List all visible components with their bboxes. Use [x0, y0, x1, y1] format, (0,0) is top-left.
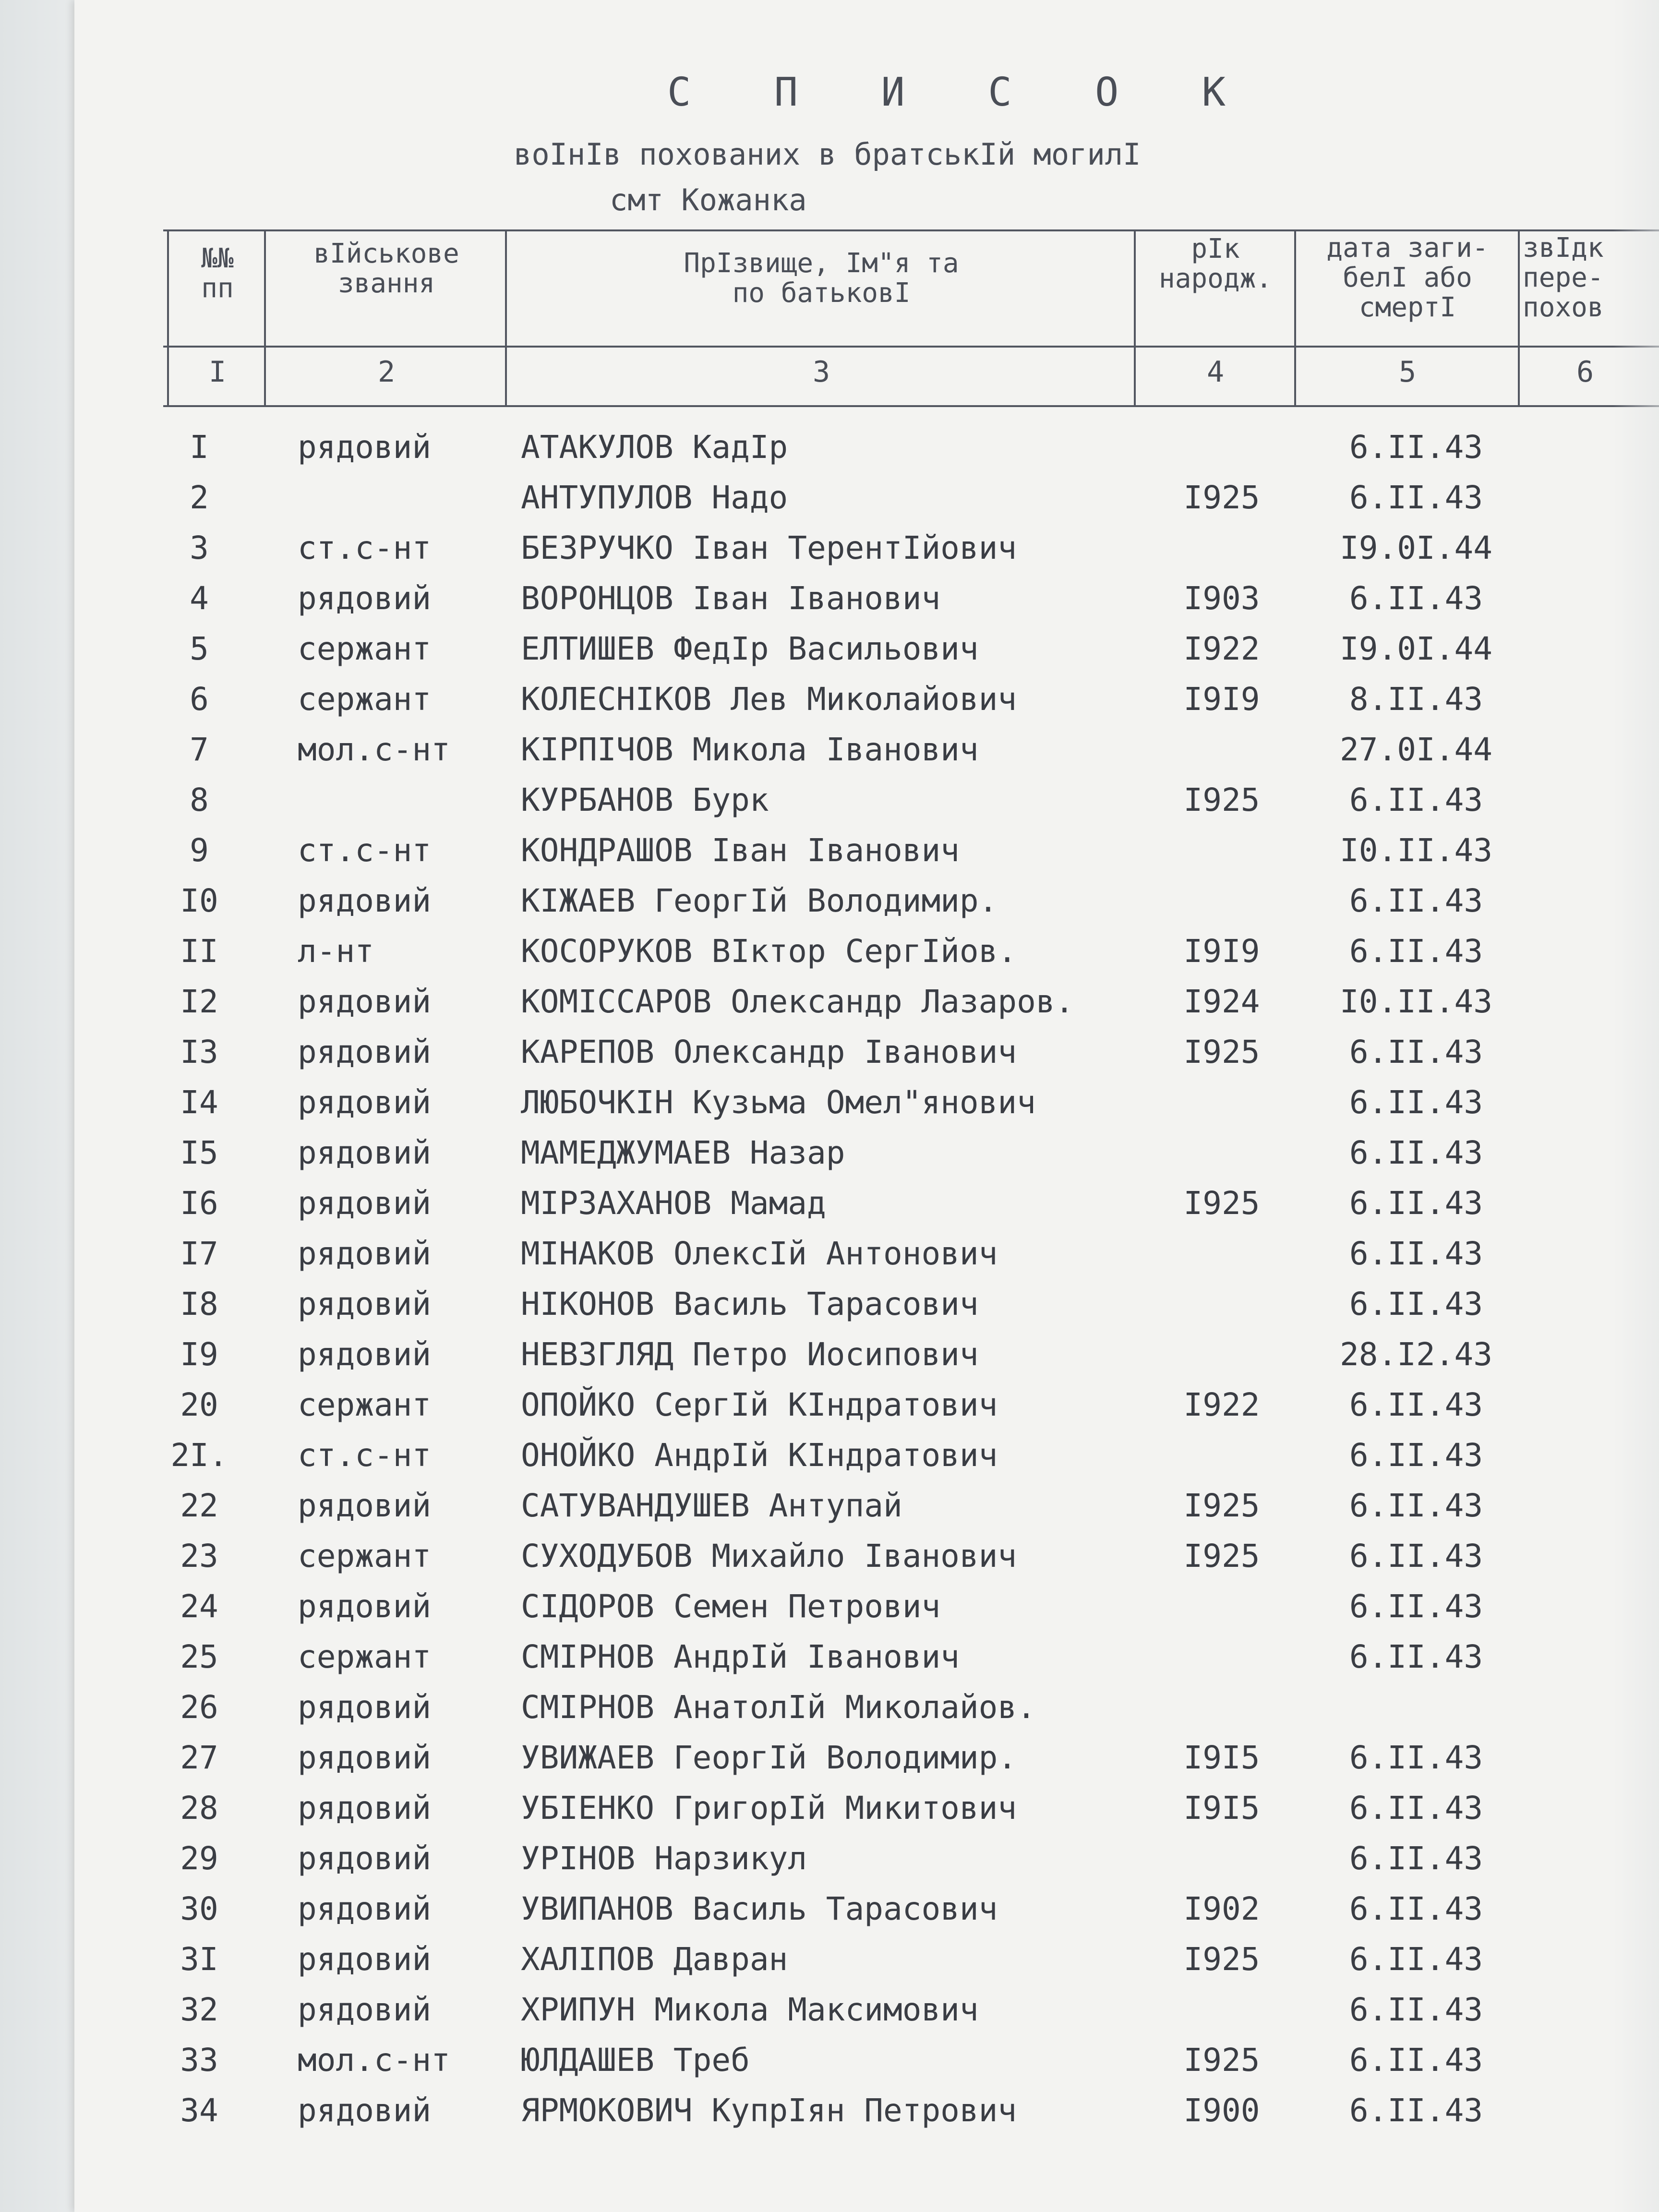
cell-num: I3 [180, 1034, 218, 1070]
column-number-1: I [208, 355, 227, 389]
table-header [163, 229, 1659, 412]
cell-name: КУРБАНОВ Бурк [521, 781, 769, 818]
cell-year: I900 [1183, 2092, 1260, 2129]
cell-name: КОМІССАРОВ Олександр Лазаров. [521, 983, 1074, 1020]
cell-num: 28 [180, 1790, 218, 1827]
cell-num: 27 [180, 1739, 218, 1776]
cell-year: I903 [1183, 580, 1260, 617]
cell-date: 6.II.43 [1349, 580, 1483, 617]
cell-num: I9 [180, 1336, 218, 1373]
table-row [0, 1834, 1659, 1884]
cell-name: АНТУПУЛОВ Надо [521, 479, 788, 516]
table-body [0, 422, 1659, 2131]
cell-rank: рядовий [298, 1991, 432, 2028]
cell-date: 6.II.43 [1349, 1739, 1483, 1776]
cell-rank: ст.с-нт [298, 832, 432, 869]
cell-date: I9.0I.44 [1340, 630, 1492, 667]
cell-name: СМІРНОВ АндрІй Іванович [521, 1638, 960, 1675]
table-row [0, 1128, 1659, 1178]
rule-mid [163, 346, 1659, 348]
cell-date: 27.0I.44 [1340, 731, 1492, 768]
cell-date: I0.II.43 [1340, 832, 1492, 869]
cell-year: I925 [1183, 479, 1260, 516]
header-name-line-2: по батьковІ [732, 277, 911, 309]
header-year [1138, 234, 1293, 294]
cell-num: 26 [180, 1689, 218, 1726]
table-row [0, 2035, 1659, 2085]
cell-num: 8 [190, 781, 209, 818]
cell-num: I0 [180, 882, 218, 919]
table-row [0, 2086, 1659, 2136]
table-row [0, 1027, 1659, 1077]
cell-date: I0.II.43 [1340, 983, 1492, 1020]
cell-name: КІЖАЕВ ГеоргІй Володимир. [521, 882, 998, 919]
column-number-2: 2 [377, 355, 396, 389]
cell-rank: сержант [298, 630, 432, 667]
cell-rank: мол.с-нт [298, 731, 450, 768]
cell-name: ЛЮБОЧКІН Кузьма Омел"янович [521, 1084, 1036, 1121]
cell-rank: рядовий [298, 1689, 432, 1726]
cell-name: ЮЛДАШЕВ Треб [521, 2042, 750, 2079]
cell-num: I7 [180, 1235, 218, 1272]
table-row [0, 826, 1659, 876]
cell-rank: мол.с-нт [298, 2042, 450, 2079]
cell-rank: рядовий [298, 1588, 432, 1625]
cell-rank: рядовий [298, 1084, 432, 1121]
table-row [0, 1178, 1659, 1228]
table-row [0, 1582, 1659, 1632]
cell-num: I4 [180, 1084, 218, 1121]
cell-year: I9I9 [1183, 681, 1260, 718]
rule-col-4 [1294, 229, 1296, 407]
column-number-6: 6 [1576, 355, 1594, 389]
cell-rank: сержант [298, 681, 432, 718]
rule-col-5 [1518, 229, 1520, 407]
table-row [0, 1733, 1659, 1783]
table-row [0, 1380, 1659, 1430]
cell-name: КАРЕПОВ Олександр Іванович [521, 1034, 1017, 1070]
header-num-line-2: пп [201, 273, 234, 304]
cell-year: I9I9 [1183, 933, 1260, 970]
cell-num: 9 [190, 832, 209, 869]
header-from-line-2: пере- [1523, 262, 1604, 293]
cell-name: УВИПАНОВ Василь Тарасович [521, 1890, 998, 1927]
cell-num: 2I. [170, 1437, 228, 1474]
cell-year: I925 [1183, 1185, 1260, 1222]
cell-num: II [180, 933, 218, 970]
cell-name: АТАКУЛОВ КадІр [521, 429, 788, 466]
rule-col-3 [1134, 229, 1136, 407]
cell-name: НЕВЗГЛЯД Петро Иосипович [521, 1336, 979, 1373]
cell-date: 6.II.43 [1349, 1134, 1483, 1171]
header-date-line-2: белІ або [1343, 262, 1472, 293]
table-row [0, 1985, 1659, 2035]
cell-date: 6.II.43 [1349, 479, 1483, 516]
header-name [510, 249, 1133, 308]
cell-name: САТУВАНДУШЕВ Антупай [521, 1487, 902, 1524]
cell-date: 6.II.43 [1349, 1991, 1483, 2028]
cell-year: I925 [1183, 2042, 1260, 2079]
cell-date: 6.II.43 [1349, 1386, 1483, 1423]
cell-num: 32 [180, 1991, 218, 2028]
cell-name: КОНДРАШОВ Іван Іванович [521, 832, 960, 869]
cell-num: 2 [190, 479, 209, 516]
cell-rank: сержант [298, 1638, 432, 1675]
cell-name: УВИЖАЕВ ГеоргІй Володимир. [521, 1739, 1017, 1776]
cell-rank: рядовий [298, 983, 432, 1020]
header-year-line-1: рІк [1191, 233, 1240, 264]
cell-rank: рядовий [298, 2092, 432, 2129]
cell-name: МІНАКОВ ОлексІй Антонович [521, 1235, 998, 1272]
cell-year: I922 [1183, 1386, 1260, 1423]
cell-name: КОЛЕСНІКОВ Лев Миколайович [521, 681, 1017, 718]
cell-date: 6.II.43 [1349, 1235, 1483, 1272]
cell-date: 6.II.43 [1349, 1487, 1483, 1524]
cell-date: 6.II.43 [1349, 1034, 1483, 1070]
table-row [0, 1431, 1659, 1480]
rule-col-left [167, 229, 169, 407]
cell-num: 29 [180, 1840, 218, 1877]
document-title: С П И С О К [667, 70, 1256, 115]
cell-num: 23 [180, 1538, 218, 1575]
column-number-4: 4 [1206, 355, 1225, 389]
table-row [0, 926, 1659, 976]
cell-year: I9I5 [1183, 1790, 1260, 1827]
table-row [0, 977, 1659, 1027]
table-row [0, 574, 1659, 624]
cell-date: 6.II.43 [1349, 2092, 1483, 2129]
cell-rank: рядовий [298, 1034, 432, 1070]
header-rank-line-2: звання [337, 268, 435, 299]
cell-name: МАМЕДЖУМАЕВ Назар [521, 1134, 845, 1171]
cell-rank: рядовий [298, 1286, 432, 1322]
cell-rank: рядовий [298, 1336, 432, 1373]
cell-name: ХАЛІПОВ Давран [521, 1941, 788, 1978]
rule-col-1 [264, 229, 266, 407]
cell-date: 6.II.43 [1349, 1588, 1483, 1625]
table-row [0, 1884, 1659, 1934]
header-date-line-1: дата заги- [1326, 232, 1489, 264]
cell-rank: сержант [298, 1538, 432, 1575]
table-row [0, 725, 1659, 775]
cell-date: 6.II.43 [1349, 429, 1483, 466]
cell-name: ОНОЙКО АндрІй КІндратович [521, 1437, 998, 1474]
header-year-line-2: народж. [1158, 263, 1272, 294]
document-place: смт Кожанка [610, 182, 807, 217]
header-rank [269, 239, 504, 299]
cell-year: I9I5 [1183, 1739, 1260, 1776]
cell-num: I [190, 429, 209, 466]
table-row [0, 1783, 1659, 1833]
cell-rank: рядовий [298, 1739, 432, 1776]
rule-top [163, 229, 1659, 231]
cell-num: 7 [190, 731, 209, 768]
cell-date: 6.II.43 [1349, 1185, 1483, 1222]
cell-date: 6.II.43 [1349, 933, 1483, 970]
cell-num: 4 [190, 580, 209, 617]
cell-num: 6 [190, 681, 209, 718]
cell-num: I8 [180, 1286, 218, 1322]
document-subtitle: воІнІв похованих в братськІй могилІ [514, 137, 1141, 172]
cell-year: I925 [1183, 1538, 1260, 1575]
table-row [0, 1078, 1659, 1128]
table-row [0, 1683, 1659, 1732]
table-row [0, 1330, 1659, 1380]
cell-name: БЕЗРУЧКО Іван ТерентІйович [521, 529, 1017, 566]
cell-num: 3I [180, 1941, 218, 1978]
cell-name: ЯРМОКОВИЧ КупрІян Петрович [521, 2092, 1017, 2129]
cell-date: 6.II.43 [1349, 1790, 1483, 1827]
cell-date: 6.II.43 [1349, 1538, 1483, 1575]
page-edge-shadow [1613, 0, 1659, 2212]
rule-bottom [163, 405, 1659, 407]
table-row [0, 523, 1659, 573]
cell-name: УРІНОВ Нарзикул [521, 1840, 807, 1877]
cell-num: 20 [180, 1386, 218, 1423]
cell-name: СУХОДУБОВ Михайло Іванович [521, 1538, 1017, 1575]
cell-name: КІРПІЧОВ Микола Іванович [521, 731, 979, 768]
cell-name: НІКОНОВ Василь Тарасович [521, 1286, 979, 1322]
document-header [0, 0, 1659, 226]
header-from-line-1: звІдк [1523, 232, 1604, 264]
column-number-5: 5 [1398, 355, 1417, 389]
cell-num: 34 [180, 2092, 218, 2129]
table-row [0, 674, 1659, 724]
cell-rank: рядовий [298, 580, 432, 617]
cell-year: I925 [1183, 1487, 1260, 1524]
cell-rank: сержант [298, 1386, 432, 1423]
cell-num: 3 [190, 529, 209, 566]
table-row [0, 1229, 1659, 1279]
cell-date: 6.II.43 [1349, 1437, 1483, 1474]
cell-date: 8.II.43 [1349, 681, 1483, 718]
rule-col-2 [505, 229, 507, 407]
cell-date: 6.II.43 [1349, 882, 1483, 919]
cell-date: 6.II.43 [1349, 1941, 1483, 1978]
cell-date: 6.II.43 [1349, 1840, 1483, 1877]
cell-year: I902 [1183, 1890, 1260, 1927]
cell-year: I925 [1183, 1034, 1260, 1070]
cell-rank: рядовий [298, 1840, 432, 1877]
cell-rank: рядовий [298, 1134, 432, 1171]
table-row [0, 624, 1659, 674]
cell-date: 6.II.43 [1349, 1084, 1483, 1121]
cell-rank: рядовий [298, 1487, 432, 1524]
cell-rank: ст.с-нт [298, 1437, 432, 1474]
cell-rank: рядовий [298, 1185, 432, 1222]
cell-year: I924 [1183, 983, 1260, 1020]
header-from-line-3: похов [1523, 292, 1604, 323]
table-row [0, 775, 1659, 825]
cell-name: УБІЕНКО ГригорІй Микитович [521, 1790, 1017, 1827]
cell-date: 6.II.43 [1349, 1286, 1483, 1322]
header-date [1298, 233, 1517, 323]
header-name-line-1: ПрІзвище, Ім"я та [684, 248, 959, 279]
cell-name: ХРИПУН Микола Максимович [521, 1991, 979, 2028]
cell-date: 6.II.43 [1349, 1890, 1483, 1927]
cell-num: 30 [180, 1890, 218, 1927]
cell-date: 6.II.43 [1349, 781, 1483, 818]
cell-num: I5 [180, 1134, 218, 1171]
header-num-line-1: №№ [201, 243, 234, 274]
cell-date: 28.I2.43 [1340, 1336, 1492, 1373]
cell-rank: рядовий [298, 1941, 432, 1978]
cell-rank: рядовий [298, 1235, 432, 1272]
cell-name: ОПОЙКО СергІй КІндратович [521, 1386, 998, 1423]
table-row [0, 473, 1659, 523]
cell-num: 25 [180, 1638, 218, 1675]
header-date-line-3: смертІ [1358, 292, 1456, 323]
cell-rank: рядовий [298, 1790, 432, 1827]
table-row [0, 1935, 1659, 1984]
header-rank-line-1: вІйськове [313, 238, 459, 269]
cell-name: КОСОРУКОВ ВІктор СергІйов. [521, 933, 1017, 970]
cell-name: СІДОРОВ Семен Петрович [521, 1588, 941, 1625]
cell-name: ВОРОНЦОВ Іван Іванович [521, 580, 941, 617]
header-num [172, 244, 263, 303]
cell-name: МІРЗАХАНОВ Мамад [521, 1185, 826, 1222]
cell-num: 5 [190, 630, 209, 667]
cell-year: I922 [1183, 630, 1260, 667]
cell-name: СМІРНОВ АнатолІй Миколайов. [521, 1689, 1036, 1726]
cell-num: I6 [180, 1185, 218, 1222]
cell-name: ЕЛТИШЕВ ФедІр Васильович [521, 630, 979, 667]
cell-year: I925 [1183, 781, 1260, 818]
cell-date: 6.II.43 [1349, 1638, 1483, 1675]
table-row [0, 1531, 1659, 1581]
cell-num: 24 [180, 1588, 218, 1625]
cell-num: 22 [180, 1487, 218, 1524]
table-row [0, 876, 1659, 926]
cell-rank: рядовий [298, 882, 432, 919]
column-number-3: 3 [812, 355, 830, 389]
cell-num: I2 [180, 983, 218, 1020]
table-row [0, 1279, 1659, 1329]
cell-rank: л-нт [298, 933, 374, 970]
cell-date: I9.0I.44 [1340, 529, 1492, 566]
cell-rank: ст.с-нт [298, 529, 432, 566]
table-row [0, 422, 1659, 472]
cell-rank: рядовий [298, 1890, 432, 1927]
table-row [0, 1632, 1659, 1682]
cell-num: 33 [180, 2042, 218, 2079]
cell-year: I925 [1183, 1941, 1260, 1978]
table-row [0, 1481, 1659, 1531]
cell-rank: рядовий [298, 429, 432, 466]
cell-date: 6.II.43 [1349, 2042, 1483, 2079]
